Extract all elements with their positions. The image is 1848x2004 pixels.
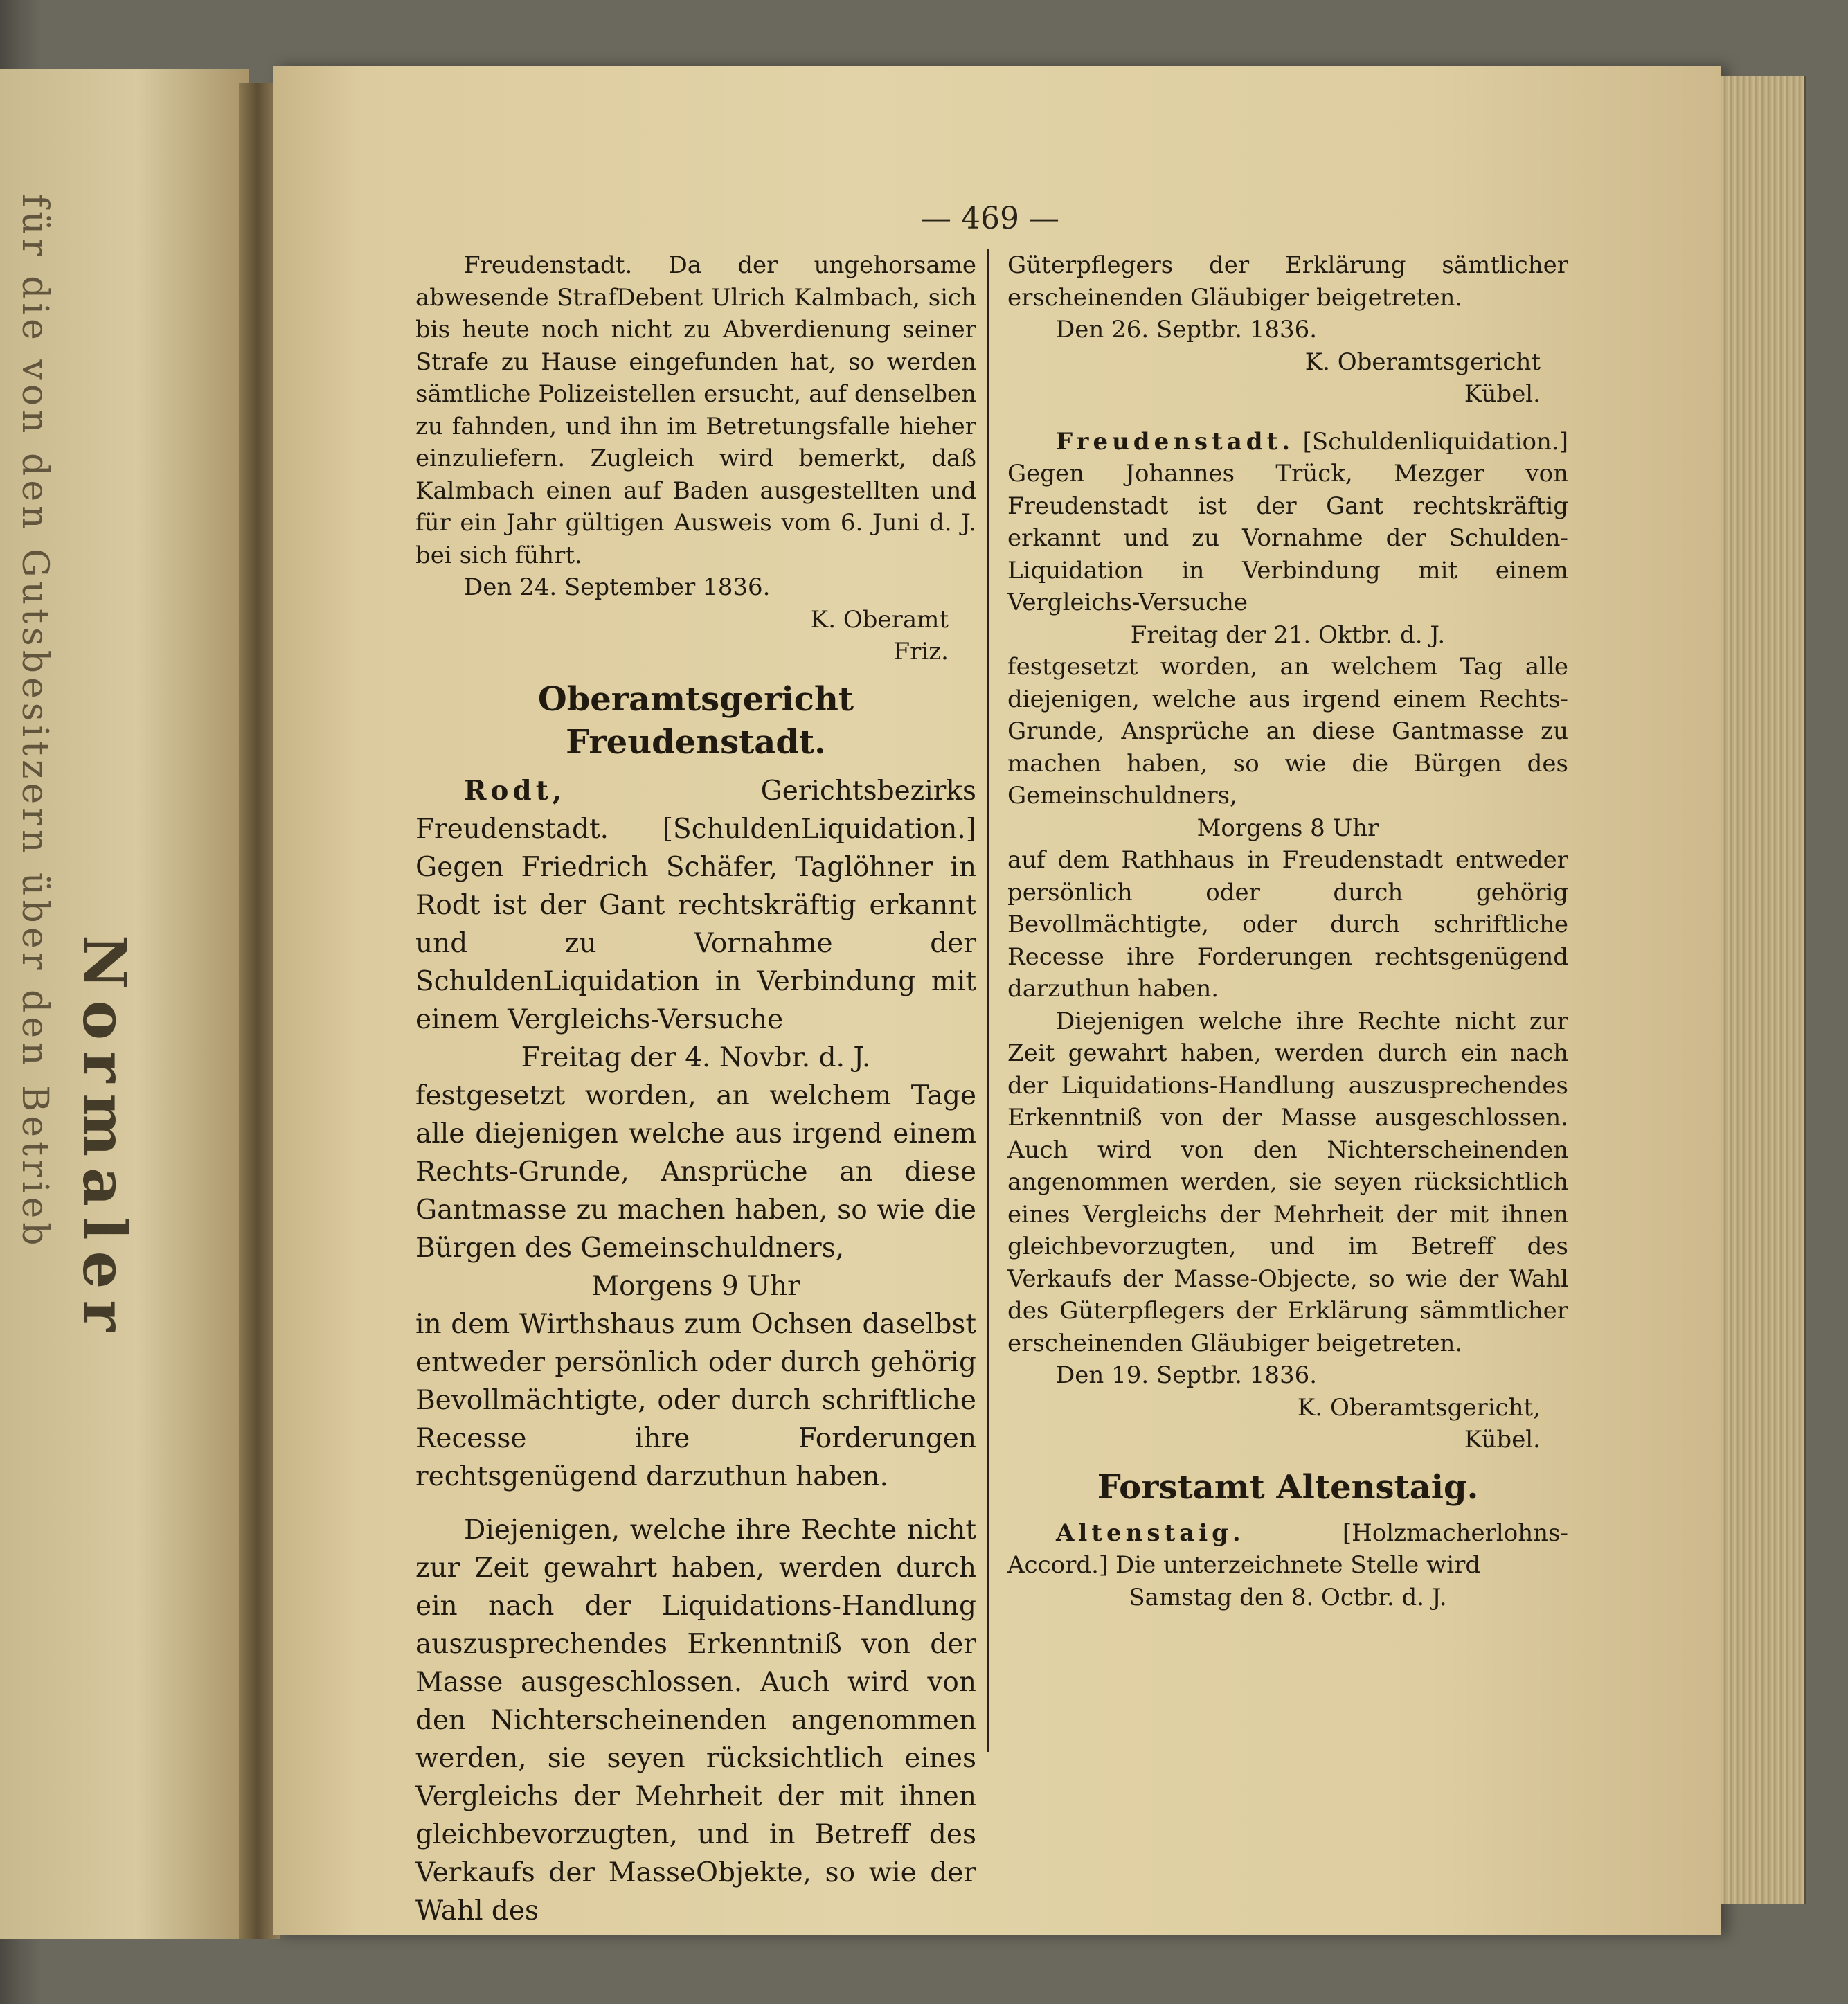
column-divider xyxy=(987,249,989,1752)
notice-schaefer-place: Rodt, xyxy=(464,774,566,807)
continuation-date: Den 26. Septbr. 1836. xyxy=(1056,316,1318,343)
notice-schaefer-body xyxy=(415,772,976,1039)
notice-schaefer-text4: Diejenigen, welche ihre Rechte nicht zur Zeit gewahrt haben, werden durch ein nach der Liquidations-Handlung auszusprechendes Erkenntniß von der Masse ausgeschlossen. Auch wird von den Nichterscheinenden angenommen werden, sie seyen rücksichtlich eines Vergleichs der Mehrheit der mit ihnen gleichbevorzugten, und in Betreff des Verkaufs der MasseObjekte, so wie der Wahl des xyxy=(415,1514,976,1926)
notice-trueck-text3: auf dem Rathhaus in Freudenstadt entweder persönlich oder durch gehörig Bevollmächtigte, oder durch schriftliche Recesse ihre Forderungen rechtsgenügend darzuthun haben. xyxy=(1007,846,1568,1003)
notice-kalmbach-signature: Friz. xyxy=(893,638,949,665)
notice-trueck-date-line: Freitag der 21. Oktbr. d. J. xyxy=(1130,620,1446,649)
left-column xyxy=(415,249,976,1930)
right-column xyxy=(1007,249,1568,1613)
notice-holz-place: Altenstaig. xyxy=(1056,1519,1245,1547)
continuation-signature: Kübel. xyxy=(1464,380,1541,408)
continuation-authority: K. Oberamtsgericht xyxy=(1304,348,1541,376)
section-heading-oberamtsgericht: Oberamtsgericht Freudenstadt. xyxy=(537,679,854,762)
left-page-fragment xyxy=(0,69,249,1939)
page-edges xyxy=(1721,76,1806,1904)
notice-holz-body xyxy=(1007,1517,1568,1582)
notice-kalmbach-authority: K. Oberamt xyxy=(810,605,949,634)
notice-schaefer-text2: festgesetzt worden, an welchem Tage alle diejenigen welche aus irgend einem Rechts-Grunde, Ansprüche an diese Gantmasse zu machen haben, so wie die Bürgen des Gemeinschuldners, xyxy=(415,1080,976,1264)
page-number: — 469 — xyxy=(921,201,1059,236)
notice-schaefer-text: Gerichtsbezirks Freudenstadt. [SchuldenLiquidation.] Gegen Friedrich Schäfer, Taglöhner in Rodt ist der Gant rechtskräftig erkannt und zu Vornahme der SchuldenLiquidation in Verbindung mit einem Vergleichs-Versuche xyxy=(415,775,976,1035)
notice-trueck-text4: Diejenigen welche ihre Rechte nicht zur Zeit gewahrt haben, werden durch ein nach der Liquidations-Handlung auszusprechendes Erkenntniß von der Masse ausgeschlossen. Auch wird von den Nichterscheinenden angenommen werden, sie seyen rücksichtlich eines Vergleichs der Mehrheit der mit ihnen gleichbevorzugten, und im Betreff des Verkaufs der Masse-Objecte, so wie der Wahl des Güterpflegers der Erklärung sämmtlicher erscheinenden Gläubiger beigetreten. xyxy=(1007,1007,1568,1357)
notice-schaefer-time-line: Morgens 9 Uhr xyxy=(591,1270,800,1302)
notice-schaefer-text3: in dem Wirthshaus zum Ochsen daselbst entweder persönlich oder durch gehörig Bevollmächtigte, oder durch schriftliche Recesse ihre Forderungen rechtsgenügend darzuthun haben. xyxy=(415,1308,976,1492)
continuation-text: Güterpflegers der Erklärung sämtlicher erscheinenden Gläubiger beigetreten. xyxy=(1007,251,1568,312)
notice-trueck-place: Freudenstadt. xyxy=(1056,427,1295,456)
notice-trueck-date: Den 19. Septbr. 1836. xyxy=(1056,1361,1318,1389)
notice-trueck-text: [Schuldenliquidation.] Gegen Johannes Trück, Mezger von Freudenstadt ist der Gant rechtskräftig erkannt und zu Vornahme der Schulden-Liquidation in Verbindung mit einem Vergleichs-Versuche xyxy=(1007,427,1568,616)
notice-kalmbach-text: Freudenstadt. Da der ungehorsame abwesende StrafDebent Ulrich Kalmbach, sich bis heute noch nicht zu Abverdienung seiner Strafe zu Hause eingefunden hat, so werden sämtliche Polizeistellen ersucht, auf denselben zu fahnden, und ihn im Betretungsfalle hieher einzuliefern. Zugleich wird bemerkt, daß Kalmbach einen auf Baden ausgestellten und für ein Jahr gültigen Ausweis vom 6. Juni d. J. bei sich führt. xyxy=(415,251,976,569)
notice-trueck-authority: K. Oberamtsgericht, xyxy=(1297,1393,1541,1422)
notice-trueck-text2: festgesetzt worden, an welchem Tag alle diejenigen, welche aus irgend einem Rechts-Grunde, Ansprüche an diese Gantmasse zu machen haben, so wie die Bürgen des Gemeinschuldners, xyxy=(1007,653,1568,809)
notice-trueck-body xyxy=(1007,426,1568,619)
notice-trueck-signature: Kübel. xyxy=(1464,1426,1541,1453)
notice-holz-text: [Holzmacherlohns-Accord.] Die unterzeichnete Stelle wird xyxy=(1007,1519,1568,1579)
left-page-large-text: Normaler xyxy=(69,935,139,1343)
section-heading-forstamt: Forstamt Altenstaig. xyxy=(1097,1467,1479,1507)
left-page-strip-text: für die von den Gutsbesitzern über den Betrieb xyxy=(14,194,55,1250)
notice-schaefer-date-line: Freitag der 4. Novbr. d. J. xyxy=(521,1041,871,1073)
notice-trueck-time-line: Morgens 8 Uhr xyxy=(1196,814,1379,842)
notice-kalmbach-date: Den 24. September 1836. xyxy=(464,573,771,601)
notice-holz-date-line: Samstag den 8. Octbr. d. J. xyxy=(1129,1583,1447,1611)
